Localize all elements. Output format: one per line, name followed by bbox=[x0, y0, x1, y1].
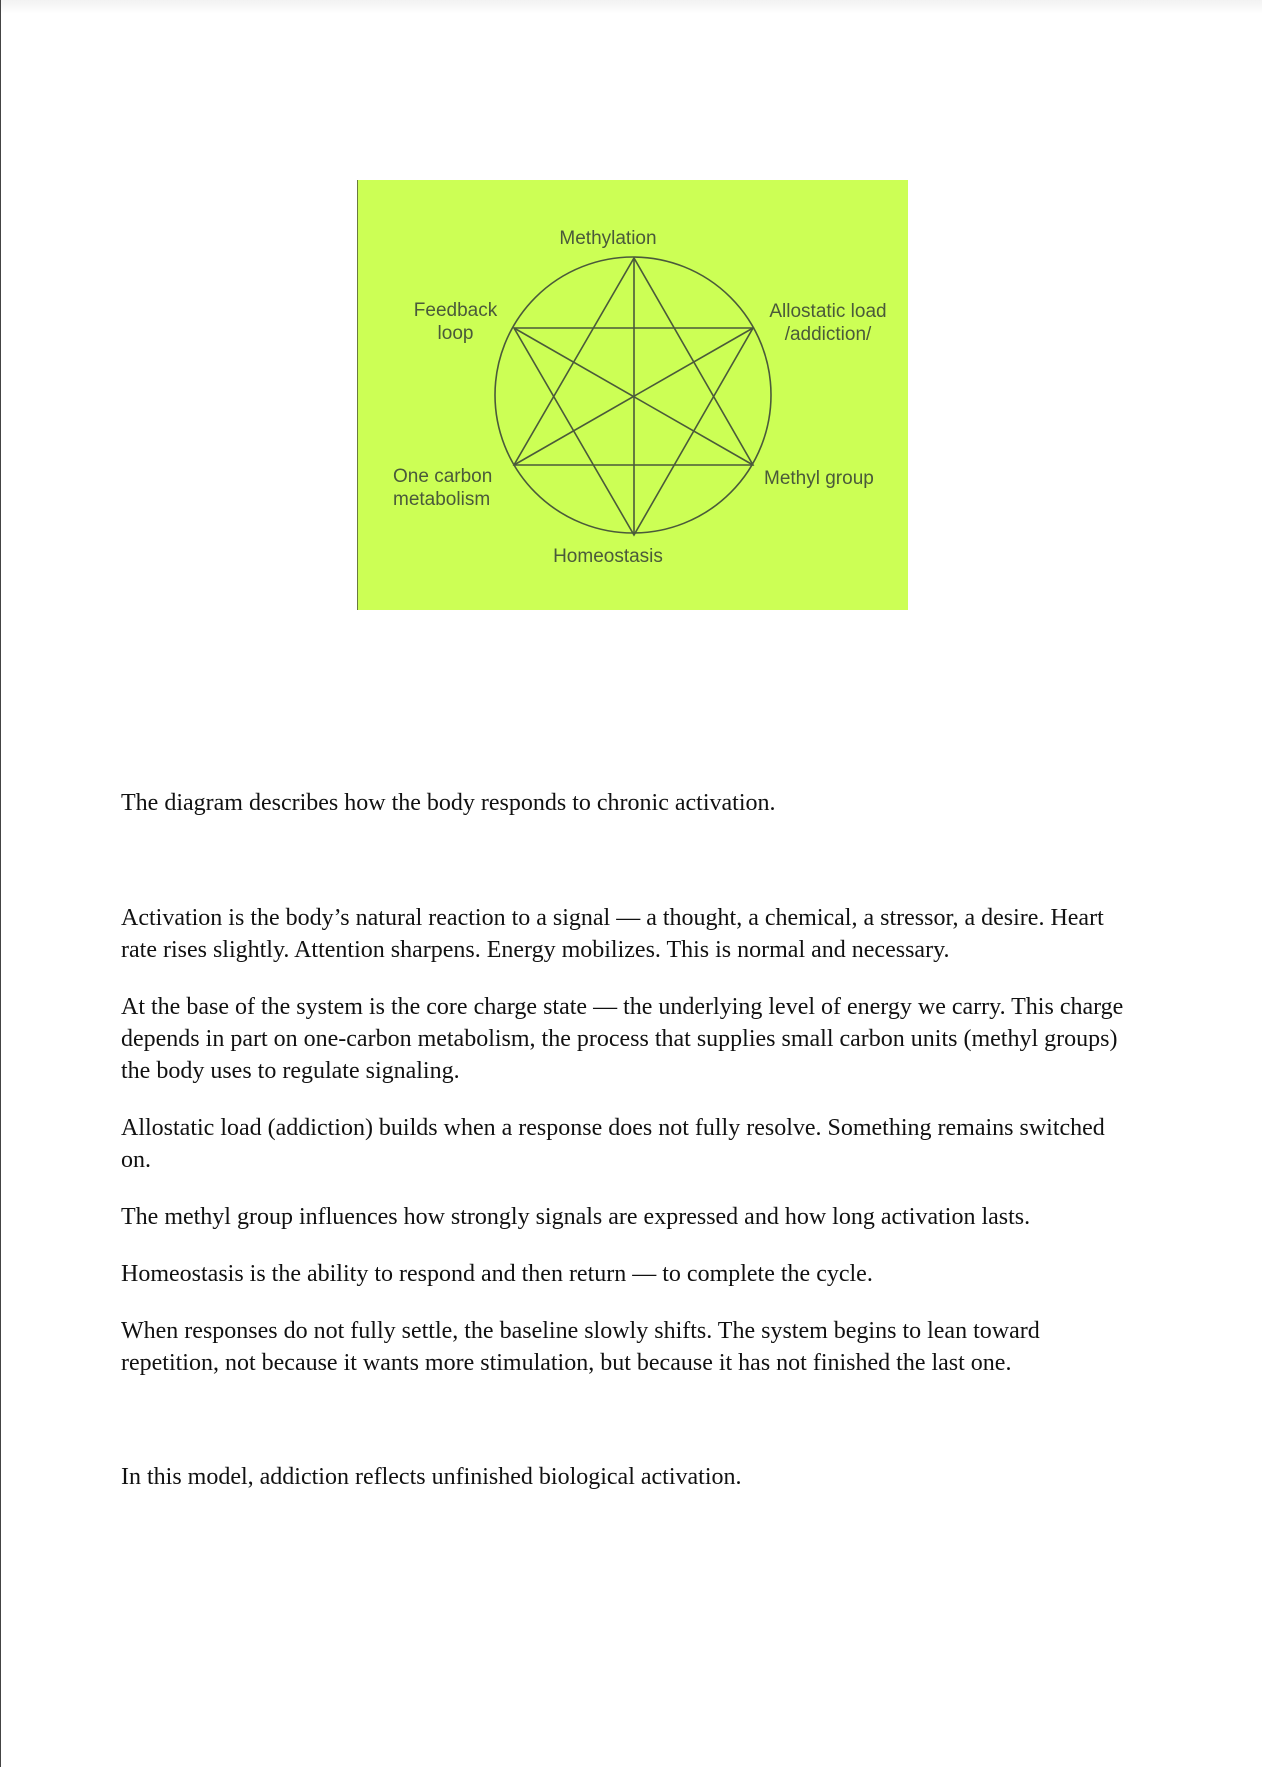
paragraph-intro bbox=[121, 787, 1131, 819]
paragraph-methyl-group-text: The methyl group influences how strongly signals are expressed and how long activation lasts. bbox=[121, 1204, 1031, 1230]
paragraph-baseline-shift-text: When responses do not fully settle, the baseline slowly shifts. The system begins to lean toward repetition, not because it wants more stimulation, but because it has not finished the last one. bbox=[121, 1318, 1040, 1376]
label-homeostasis: Homeostasis bbox=[553, 546, 663, 567]
page-left-edge bbox=[0, 0, 1, 1767]
label-one-carbon-metabolism: One carbon metabolism bbox=[393, 466, 493, 510]
diagram-circle bbox=[495, 257, 771, 533]
paragraph-allostatic-load bbox=[121, 1112, 1131, 1176]
page-top-shadow bbox=[0, 0, 1262, 14]
paragraph-conclusion-text: In this model, addiction reflects unfinished biological activation. bbox=[121, 1464, 742, 1490]
label-methylation: Methylation bbox=[559, 228, 657, 249]
hexagram-diagram bbox=[357, 180, 908, 610]
paragraph-methyl-group bbox=[121, 1201, 1131, 1233]
label-methyl-group: Methyl group bbox=[764, 468, 874, 489]
paragraph-allostatic-load-text: Allostatic load (addiction) builds when a response does not fully resolve. Something remains switched on. bbox=[121, 1115, 1105, 1173]
paragraph-conclusion bbox=[121, 1461, 1131, 1493]
paragraph-activation-text: Activation is the body’s natural reaction to a signal — a thought, a chemical, a stressor, a desire. Heart rate rises slightly. Attention sharpens. Energy mobilizes. This is normal and necessary. bbox=[121, 905, 1104, 963]
paragraph-homeostasis-text: Homeostasis is the ability to respond and then return — to complete the cycle. bbox=[121, 1261, 873, 1287]
paragraph-activation bbox=[121, 902, 1131, 966]
paragraph-homeostasis bbox=[121, 1258, 1131, 1290]
paragraph-core-charge bbox=[121, 991, 1131, 1087]
paragraph-core-charge-text: At the base of the system is the core charge state — the underlying level of energy we carry. This charge depends in part on one-carbon metabolism, the process that supplies small carbon units (methyl groups) the body uses to regulate signaling. bbox=[121, 994, 1124, 1084]
paragraph-intro-text: The diagram describes how the body responds to chronic activation. bbox=[121, 790, 776, 816]
label-allostatic-load: Allostatic load /addiction/ bbox=[769, 301, 887, 345]
label-feedback-loop: Feedback loop bbox=[413, 300, 498, 344]
paragraph-baseline-shift bbox=[121, 1315, 1131, 1379]
